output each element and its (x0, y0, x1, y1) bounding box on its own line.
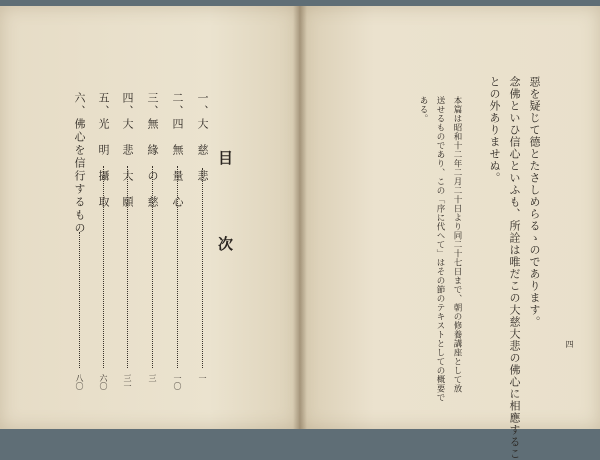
toc-item-5: 五、光 明 攝 取 (97, 92, 110, 209)
toc-title: 目 次 (216, 150, 234, 279)
toc-page-3: 三 (148, 374, 157, 382)
note-line-3: ある。 (418, 96, 428, 123)
note-line-2: 送せるものであり、この「序に代へて」はその節のテキストとしての概要で (435, 96, 445, 402)
right-page (299, 6, 600, 429)
page-number: 四 (565, 340, 574, 348)
toc-item-1: 一、大 慈 悲 (196, 92, 209, 183)
toc-item-3: 三、無 緣 の 慈 (146, 92, 159, 209)
toc-page-1: 一 (198, 374, 207, 382)
book-gutter (293, 6, 307, 429)
body-line-3: との外ありませぬ。 (488, 76, 501, 184)
toc-leader-6 (79, 232, 80, 368)
toc-leader-1 (202, 168, 203, 368)
toc-item-4: 四、大 悲 大 願 (121, 92, 134, 209)
toc-page-2: 一〇 (173, 374, 182, 390)
toc-item-2: 二、四 無 量 心 (171, 92, 184, 209)
toc-leader-4 (127, 166, 128, 368)
toc-page-6: 八〇 (75, 374, 84, 390)
toc-leader-3 (152, 166, 153, 368)
left-page (0, 6, 299, 429)
toc-item-6: 六、佛心を信行するもの (73, 92, 86, 235)
body-line-2: 念佛といひ信心といふも、所詮は唯だこの大慈大悲の佛心に相應するこ (508, 76, 521, 460)
toc-leader-2 (177, 166, 178, 368)
body-line-1: 惡を疑じて德とたさしめらるゝのであります。 (528, 76, 541, 328)
toc-page-5: 六〇 (99, 374, 108, 390)
toc-page-4: 三一 (123, 374, 132, 390)
note-line-1: 本篇は昭和十二年二月二十日より同二十七日まで、朝の修養講座として放 (452, 96, 462, 393)
toc-leader-5 (103, 166, 104, 368)
